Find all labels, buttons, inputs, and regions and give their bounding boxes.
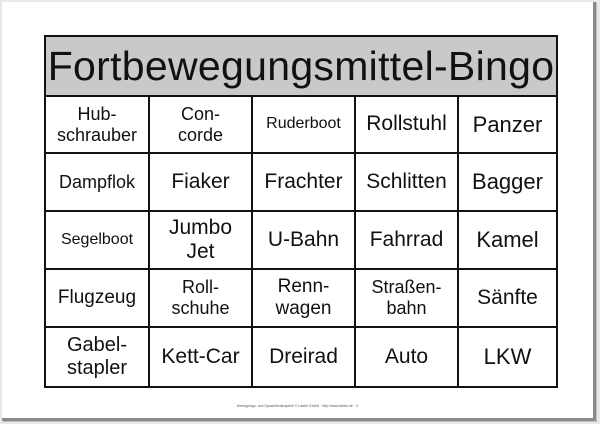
bingo-cell: Con- corde bbox=[150, 97, 253, 154]
worksheet-page bbox=[2, 2, 596, 421]
bingo-cell: Renn- wagen bbox=[253, 270, 356, 328]
bingo-cell: Segelboot bbox=[46, 212, 150, 270]
bingo-cell: Frachter bbox=[253, 154, 356, 212]
bingo-cell: Fiaker bbox=[150, 154, 253, 212]
page-footer: Bewegungs- und Sprachförderspiele © Labbé GmbH · http://www.labbe.de · 3 bbox=[237, 404, 358, 408]
bingo-cell: Ruderboot bbox=[253, 97, 356, 154]
bingo-cell: Panzer bbox=[459, 97, 556, 154]
bingo-cell: Dreirad bbox=[253, 328, 356, 386]
bingo-cell: Sänfte bbox=[459, 270, 556, 328]
bingo-cell: Kett-Car bbox=[150, 328, 253, 386]
bingo-cell: Rollstuhl bbox=[356, 97, 459, 154]
bingo-cell: Fahrrad bbox=[356, 212, 459, 270]
bingo-cell: U-Bahn bbox=[253, 212, 356, 270]
bingo-card bbox=[44, 35, 558, 388]
bingo-title: Fortbewegungsmittel-Bingo bbox=[46, 37, 556, 97]
bingo-cell: Straßen- bahn bbox=[356, 270, 459, 328]
bingo-cell: Dampflok bbox=[46, 154, 150, 212]
bingo-cell: Schlitten bbox=[356, 154, 459, 212]
bingo-cell: Bagger bbox=[459, 154, 556, 212]
bingo-cell: Jumbo Jet bbox=[150, 212, 253, 270]
bingo-cell: Flugzeug bbox=[46, 270, 150, 328]
bingo-cell: LKW bbox=[483, 344, 532, 370]
bingo-cell: Roll- schuhe bbox=[150, 270, 253, 328]
bingo-grid bbox=[46, 97, 556, 386]
bingo-cell: Kamel bbox=[459, 212, 556, 270]
bingo-cell: Gabel- stapler bbox=[46, 328, 150, 386]
bingo-cell: Auto bbox=[356, 328, 459, 386]
bingo-cell: Hub- schrauber bbox=[46, 97, 150, 154]
